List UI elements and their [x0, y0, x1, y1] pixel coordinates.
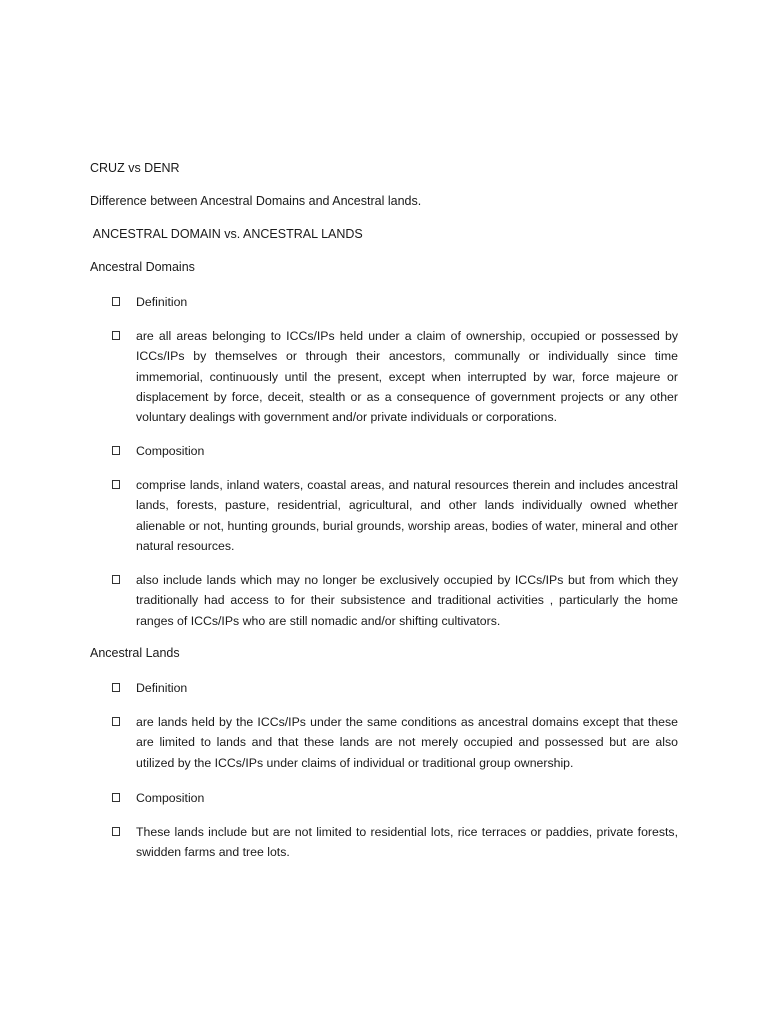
composition-text: also include lands which may no longer be exclusively occupied by ICCs/IPs but from which they traditionally had access to for their subsistence and traditional activities , particularly the home ranges of ICCs/IPs who are still nomadic and/or shifting cultivators. [136, 573, 678, 628]
composition-label: Composition [136, 791, 205, 805]
ancestral-lands-heading: Ancestral Lands [90, 646, 180, 660]
bullet-box-icon [112, 297, 120, 306]
document-subtitle: Difference between Ancestral Domains and Ancestral lands. [90, 194, 422, 208]
definition-text: are all areas belonging to ICCs/IPs held under a claim of ownership, occupied or possessed by ICCs/IPs by themselves or through their ancestors, communally or individually since time immemorial, continuously until the present, except when interrupted by war, force majeure or displacement by force, deceit, stealth or as a consequence of government projects or any other voluntary dealings with government and/or private individuals or corporations. [136, 329, 678, 425]
bullet-box-icon [112, 793, 120, 802]
definition-label: Definition [136, 681, 188, 695]
definition-label: Definition [136, 295, 188, 309]
ancestral-domains-heading: Ancestral Domains [90, 260, 195, 274]
composition-label: Composition [136, 444, 205, 458]
bullet-box-icon [112, 331, 120, 340]
bullet-box-icon [112, 827, 120, 836]
bullet-box-icon [112, 717, 120, 726]
definition-text: are lands held by the ICCs/IPs under the same conditions as ancestral domains except that these are limited to lands and that these lands are not merely occupied and possessed but are also utilized by the ICCs/IPs under claims of individual or traditional group ownership. [136, 715, 678, 770]
bullet-box-icon [112, 480, 120, 489]
composition-text: comprise lands, inland waters, coastal areas, and natural resources therein and includes ancestral lands, forests, pasture, residentrial, agricultural, and other lands individually owned whether alienable or not, hunting grounds, burial grounds, worship areas, bodies of water, mineral and other natural resources. [136, 478, 678, 553]
document-title: CRUZ vs DENR [90, 161, 180, 175]
bullet-box-icon [112, 575, 120, 584]
bullet-box-icon [112, 683, 120, 692]
section-heading: ANCESTRAL DOMAIN vs. ANCESTRAL LANDS [90, 227, 363, 241]
composition-text: These lands include but are not limited to residential lots, rice terraces or paddies, private forests, swidden farms and tree lots. [136, 825, 678, 860]
bullet-box-icon [112, 446, 120, 455]
